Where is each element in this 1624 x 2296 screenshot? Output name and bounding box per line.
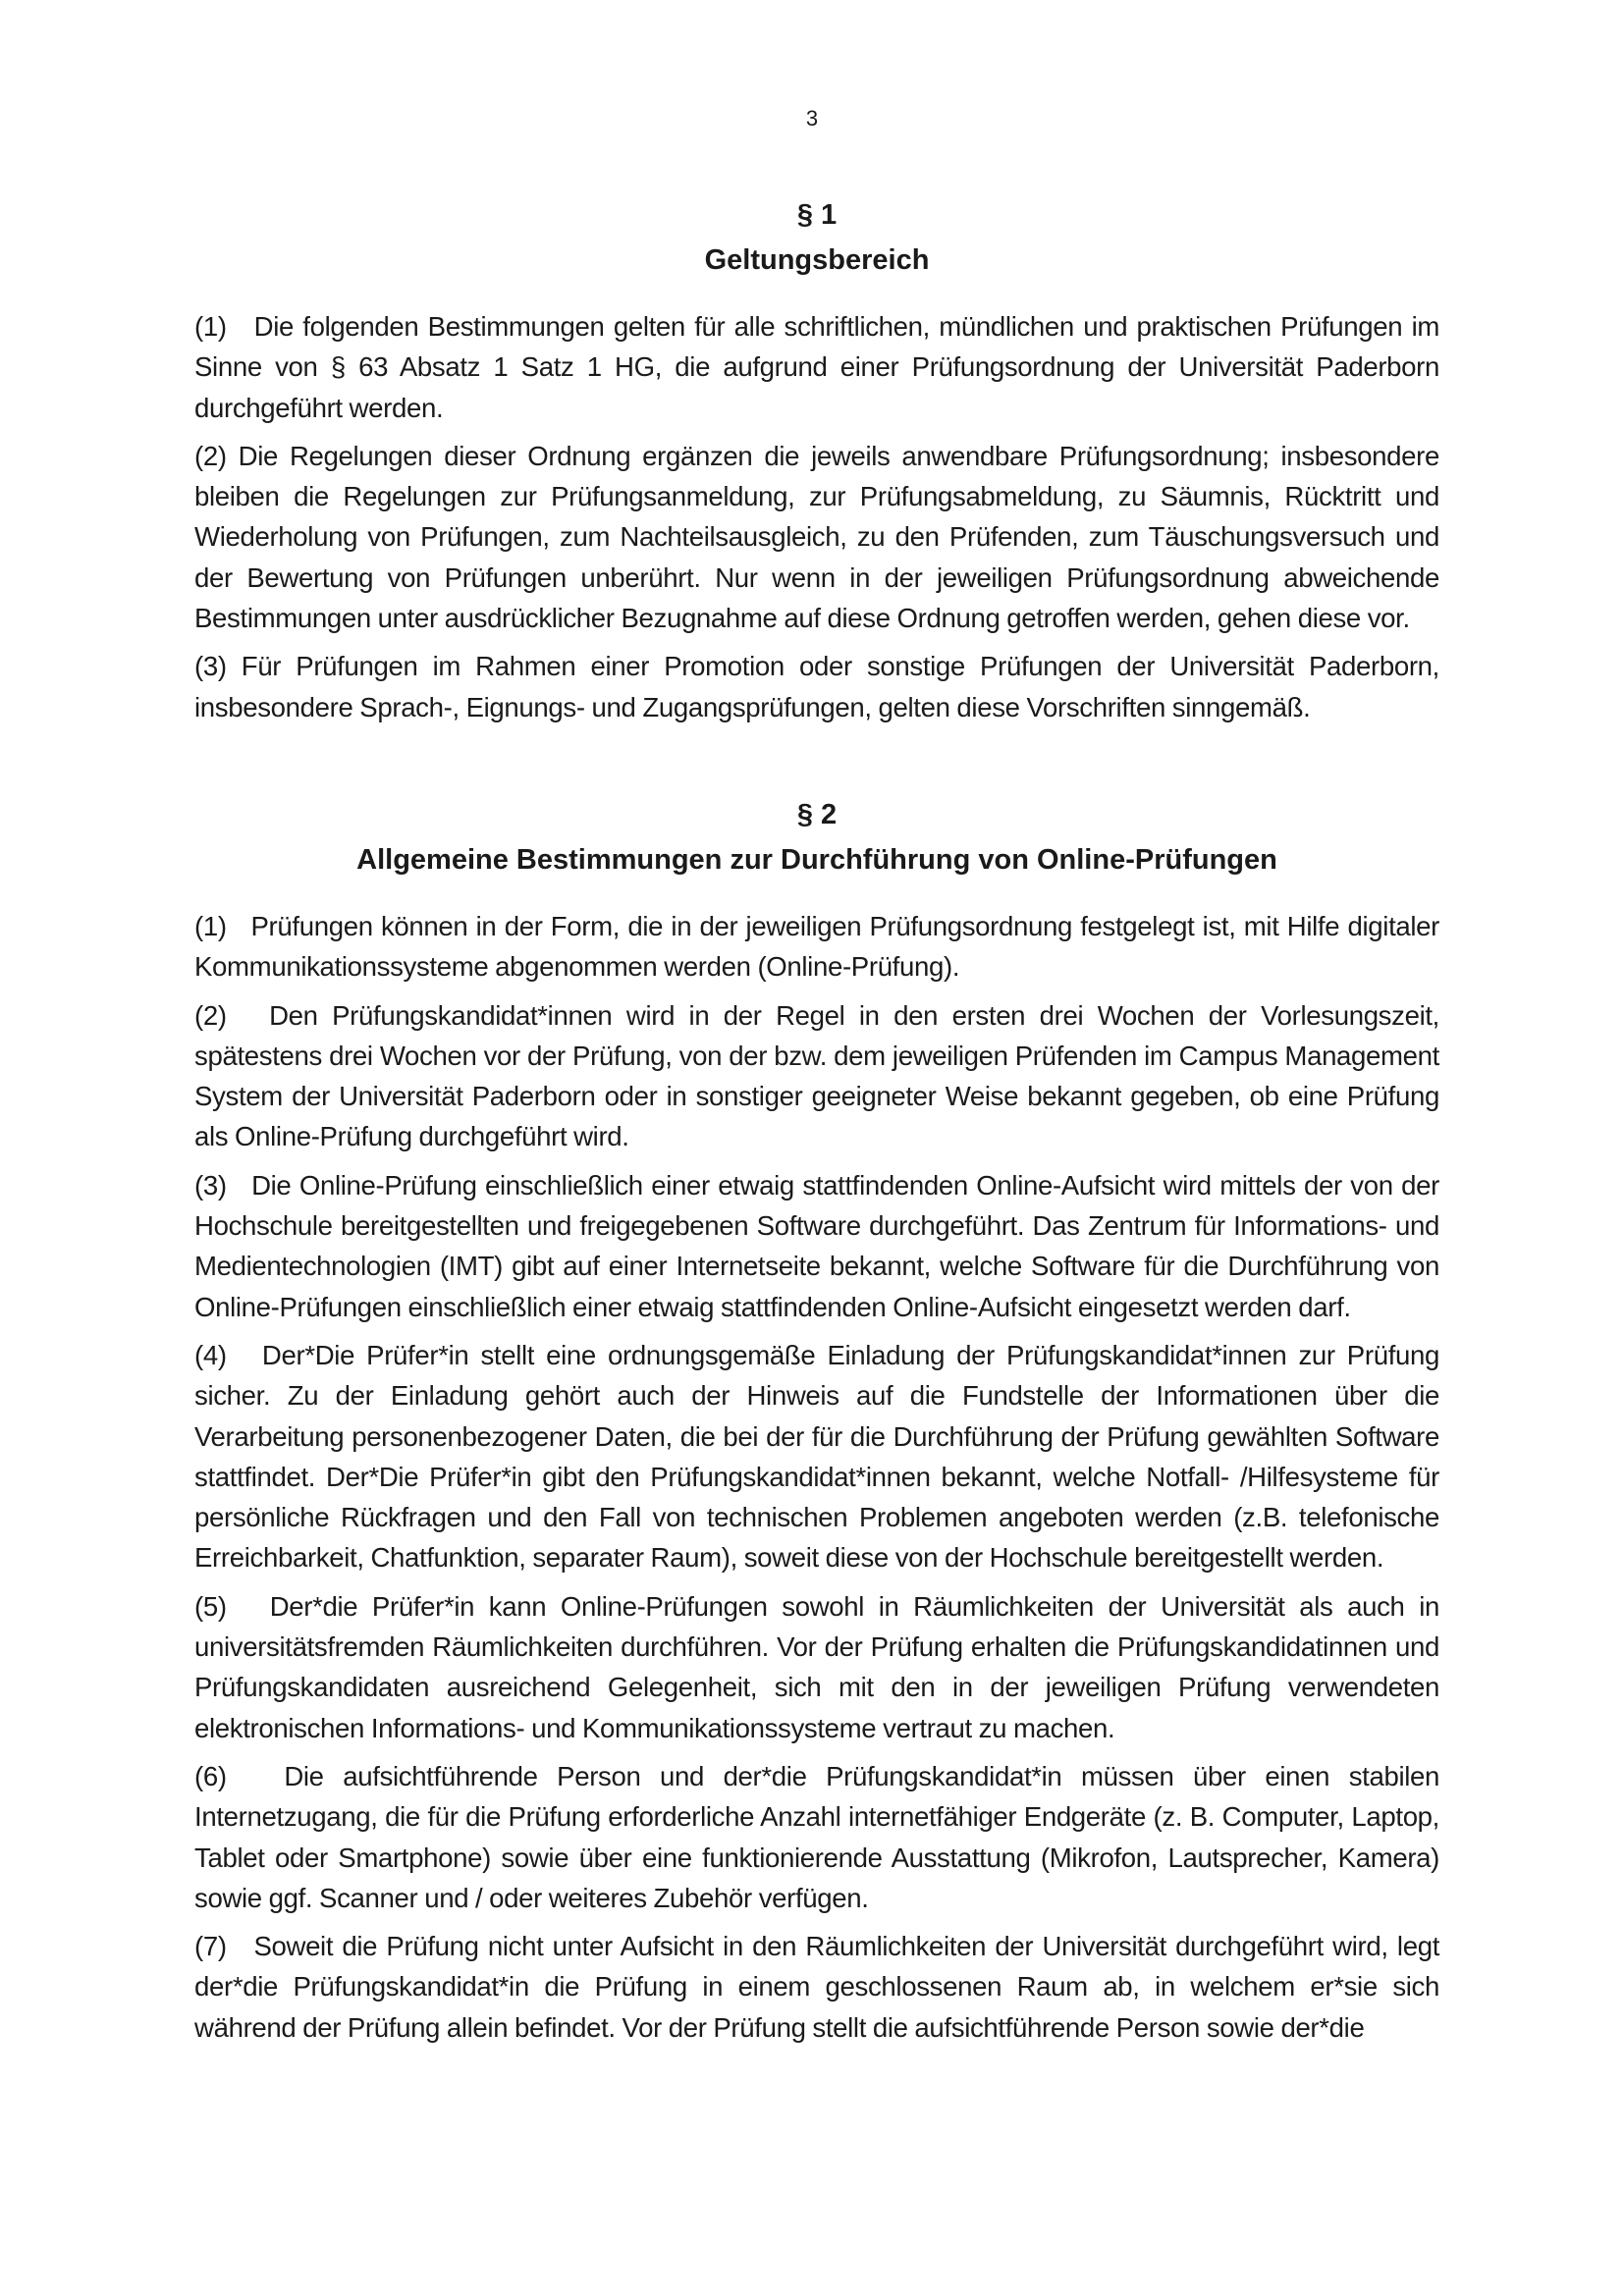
section-symbol: § 2: [796, 798, 838, 830]
section-2: [194, 792, 1439, 2048]
section-heading: [194, 192, 1439, 283]
section-title: Allgemeine Bestimmungen zur Durchführung von Online-Prüfungen: [356, 843, 1277, 876]
section-title: Geltungsbereich: [704, 244, 930, 276]
section-symbol: § 1: [796, 199, 838, 231]
paragraph: (4) Der*Die Prüfer*in stellt eine ordnungsgemäße Einladung der Prüfungskandidat*innen zur Prüfung sicher. Zu der Einladung gehört auch der Hinweis auf die Fundstelle der Informationen über die Verarbeitung personenbezogener Daten, die bei der für die Durchführung der Prüfung gewählten Software stattfindet. Der*Die Prüfer*in gibt den Prüfungskandidat*innen bekannt, welche Notfall- /Hilfesysteme für persönliche Rückfragen und den Fall von technischen Problemen angeboten werden (z.B. telefonische Erreichbarkeit, Chatfunktion, separater Raum), soweit diese von der Hochschule bereitgestellt werden.: [194, 1339, 1439, 1574]
paragraph: (2) Die Regelungen dieser Ordnung ergänzen die jeweils anwendbare Prüfungsordnung; insbesondere bleiben die Regelungen zur Prüfungsanmeldung, zur Prüfungsabmeldung, zu Säumnis, Rücktritt und Wiederholung von Prüfungen, zum Nachteilsausgleich, zu den Prüfenden, zum Täuschungsversuch und der Bewertung von Prüfungen unberührt. Nur wenn in der jeweiligen Prüfungsordnung abweichende Bestimmungen unter ausdrücklicher Bezugnahme auf diese Ordnung getroffen werden, gehen diese vor.: [194, 440, 1439, 634]
page-number: 3: [805, 106, 819, 131]
document-body: [194, 192, 1439, 2056]
paragraph: (3) Für Prüfungen im Rahmen einer Promotion oder sonstige Prüfungen der Universität Paderborn, insbesondere Sprach-, Eignungs- und Zugangsprüfungen, gelten diese Vorschriften sinngemäß.: [194, 651, 1439, 722]
section-heading: [194, 792, 1439, 882]
paragraph: (5) Der*die Prüfer*in kann Online-Prüfungen sowohl in Räumlichkeiten der Universität als auch in universitätsfremden Räumlichkeiten durchführen. Vor der Prüfung erhalten die Prüfungskandidatinnen und Prüfungskandidaten ausreichend Gelegenheit, sich mit den in der jeweiligen Prüfung verwendeten elektronischen Informations- und Kommunikationssysteme vertraut zu machen.: [194, 1590, 1439, 1743]
paragraph: (7) Soweit die Prüfung nicht unter Aufsicht in den Räumlichkeiten der Universität durchgeführt wird, legt der*die Prüfungskandidat*in die Prüfung in einem geschlossenen Raum ab, in welchem er*sie sich während der Prüfung allein befindet. Vor der Prüfung stellt die aufsichtführende Person sowie der*die: [194, 1931, 1440, 2043]
paragraph: (1) Die folgenden Bestimmungen gelten für alle schriftlichen, mündlichen und praktischen Prüfungen im Sinne von § 63 Absatz 1 Satz 1 HG, die aufgrund einer Prüfungsordnung der Universität Paderborn durchgeführt werden.: [194, 311, 1439, 423]
paragraph: (2) Den Prüfungskandidat*innen wird in der Regel in den ersten drei Wochen der Vorlesungszeit, spätestens drei Wochen vor der Prüfung, von der bzw. dem jeweiligen Prüfenden im Campus Management System der Universität Paderborn oder in sonstiger geeigneter Weise bekannt gegeben, ob eine Prüfung als Online-Prüfung durchgeführt wird.: [194, 999, 1439, 1152]
paragraph: (1) Prüfungen können in der Form, die in der jeweiligen Prüfungsordnung festgelegt ist, mit Hilfe digitaler Kommunikationssysteme abgenommen werden (Online-Prüfung).: [194, 910, 1439, 983]
paragraph: (6) Die aufsichtführende Person und der*die Prüfungskandidat*in müssen über einen stabilen Internetzugang, die für die Prüfung erforderliche Anzahl internetfähiger Endgeräte (z. B. Computer, Laptop, Tablet oder Smartphone) sowie über eine funktionierende Ausstattung (Mikrofon, Lautsprecher, Kamera) sowie ggf. Scanner und / oder weiteres Zubehör verfügen.: [194, 1760, 1440, 1913]
paragraph: (3) Die Online-Prüfung einschließlich einer etwaig stattfindenden Online-Aufsicht wird mittels der von der Hochschule bereitgestellten und freigegebenen Software durchgeführt. Das Zentrum für Informations- und Medientechnologien (IMT) gibt auf einer Internetseite bekannt, welche Software für die Durchführung von Online-Prüfungen einschließlich einer etwaig stattfindenden Online-Aufsicht eingesetzt werden darf.: [194, 1169, 1439, 1322]
section-1: [194, 192, 1439, 727]
